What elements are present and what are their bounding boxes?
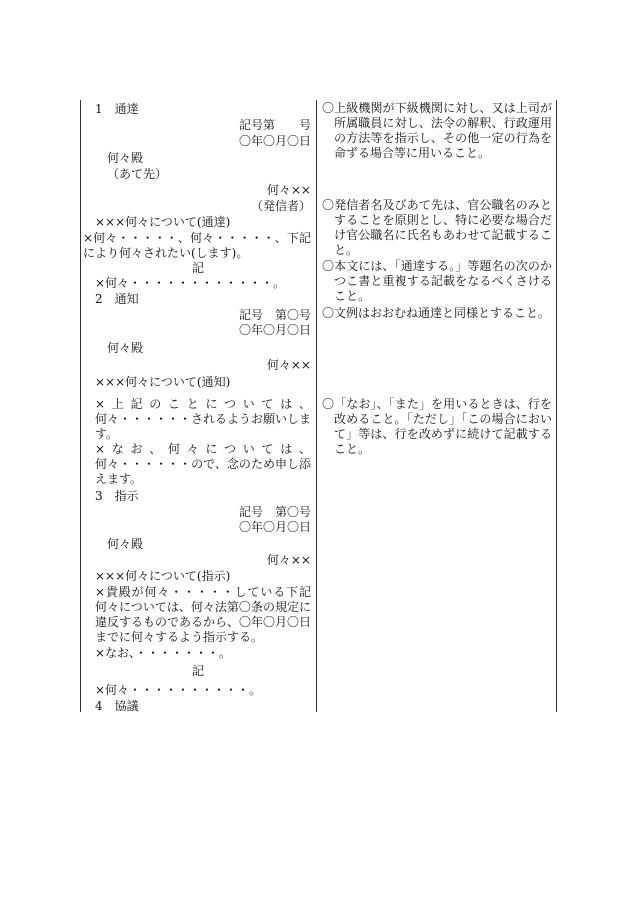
addressee: 何々殿: [107, 537, 144, 551]
body-line: ×上記のことについては、: [95, 397, 311, 411]
subject-line: ×××何々について(通知): [95, 375, 231, 389]
note-line: することを原則とし、特に必要な場合だ: [334, 213, 552, 227]
note-line: の方法等を指示し、その他一定の行為を: [334, 131, 552, 145]
body-line: 何々・・・・・・されるようお願いしま: [95, 412, 312, 426]
section-heading-tsutatsu: 1 通達: [95, 102, 139, 116]
table-left-border: [80, 100, 81, 712]
addressee: 何々殿: [107, 341, 144, 355]
body-line: ×貴殿が何々・・・・・している下記: [95, 585, 311, 599]
column-divider: [316, 100, 317, 712]
table-right-border: [556, 100, 557, 712]
section-heading-kyogi: 4 協議: [95, 699, 139, 713]
note-line: つこ書と重複する記載をなるべくさける: [334, 274, 552, 288]
section-heading-shiji: 3 指示: [95, 489, 139, 503]
subject-line: ×××何々について(通達): [95, 215, 231, 229]
subject-line: ×××何々について(指示): [95, 569, 231, 583]
sender: 何々××: [266, 553, 311, 567]
ki-heading: 記: [192, 261, 205, 275]
body-line: ×なお、・・・・・・・。: [95, 646, 232, 660]
note-line: こと。: [334, 289, 371, 303]
sender: 何々××: [266, 183, 311, 197]
body-line: により何々されたい(します)。: [83, 246, 249, 260]
addressee: 何々殿: [107, 151, 144, 165]
note-line: け官公職名に氏名もあわせて記載するこ: [334, 228, 552, 242]
sender: 何々××: [266, 358, 311, 372]
document-date: 〇年〇月〇日: [238, 323, 311, 337]
body-line: 違反するものであるから、〇年〇月〇日: [95, 615, 312, 629]
item-line: ×何々・・・・・・・・・・。: [95, 683, 262, 697]
note-line: と。: [334, 243, 359, 257]
addressee-note: （あて先）: [107, 167, 168, 181]
body-line: 何々については、何々法第〇条の規定に: [95, 600, 311, 614]
document-date: 〇年〇月〇日: [238, 134, 311, 148]
note-line: て」等は、行を改めずに続けて記載する: [334, 427, 552, 441]
sender-note: （発信者）: [250, 199, 311, 213]
document-date: 〇年〇月〇日: [238, 520, 311, 534]
note-line: 〇本文には、「通達する。」等題名の次のか: [322, 259, 552, 273]
ki-heading: 記: [192, 664, 205, 678]
body-line: ×なお、何々については、: [95, 442, 311, 456]
note-line: こと。: [334, 442, 371, 456]
document-code: 記号 第〇号: [238, 505, 311, 519]
body-line: えます。: [95, 472, 143, 486]
note-line: 〇上級機関が下級機関に対し、又は上司が: [322, 101, 552, 115]
body-line: す。: [95, 427, 119, 441]
document-code: 記号第 号: [238, 118, 311, 132]
note-line: 命ずる場合等に用いること。: [334, 146, 491, 160]
document-code: 記号 第〇号: [238, 308, 311, 322]
body-line: ×何々・・・・・、何々・・・・・、下記: [83, 231, 311, 245]
note-line: 〇「なお」、「また」を用いるときは、行を: [322, 397, 552, 411]
note-line: 〇文例はおおむね通達と同様とすること。: [322, 306, 551, 320]
note-line: 所属職員に対し、法令の解釈、行政運用: [334, 116, 552, 130]
note-line: 〇発信者名及びあて先は、官公職名のみと: [322, 198, 552, 212]
body-line: 何々・・・・・・ので、念のため申し添: [95, 457, 311, 471]
item-line: ×何々・・・・・・・・・・・・。: [95, 276, 286, 290]
section-heading-tsuchi: 2 通知: [95, 292, 139, 306]
note-line: 改めること。「ただし」「この場合におい: [334, 412, 552, 426]
body-line: までに何々するよう指示する。: [95, 630, 264, 644]
